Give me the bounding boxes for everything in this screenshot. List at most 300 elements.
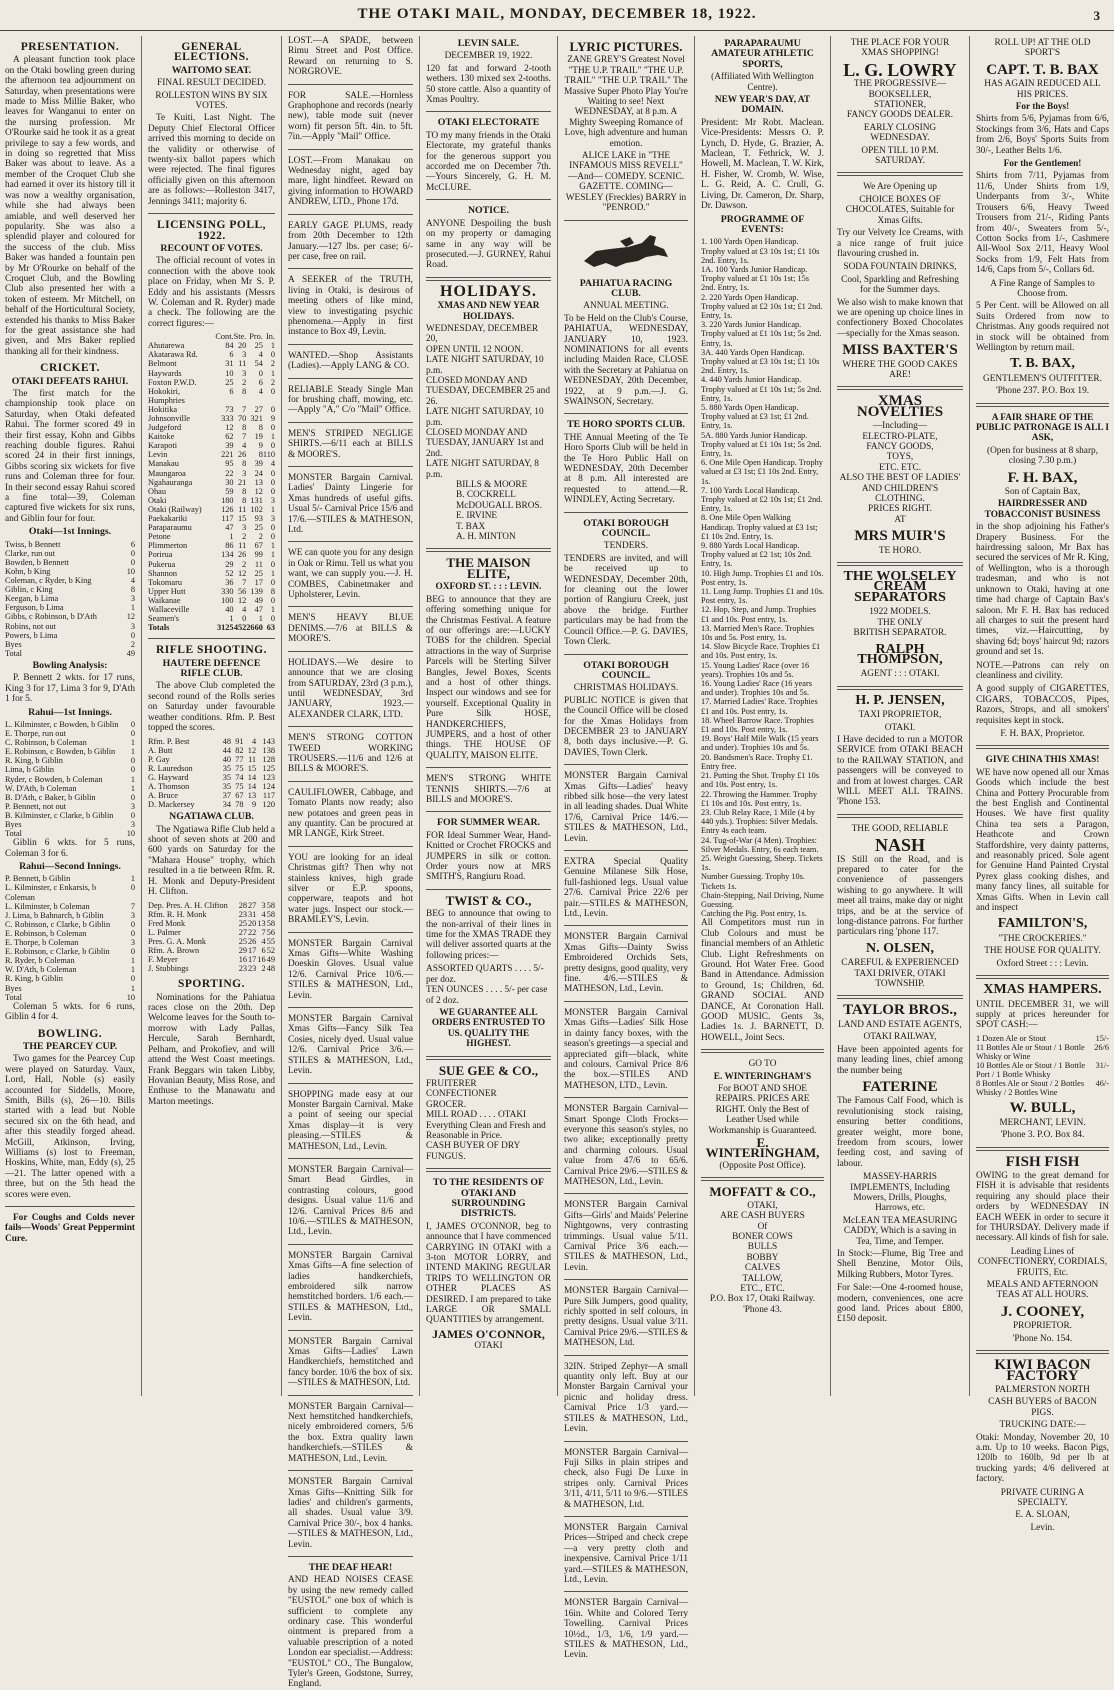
innings-row	[5, 920, 135, 929]
final-result-heading: FINAL RESULT DECIDED.	[157, 78, 266, 89]
column-8	[971, 36, 1114, 1533]
familton-name: FAMILTON'S,	[997, 916, 1088, 932]
licensing-row-cell: 7	[242, 432, 247, 442]
innings-row-cell: P. Bennett, b Giblin	[5, 874, 71, 884]
divider	[426, 111, 551, 112]
bowling-analysis-3: Coleman 5 wkts. for 6 runs, Giblin 4 for 4.	[5, 1001, 135, 1023]
kiwi-date: TRUCKING DATE:—	[999, 1420, 1086, 1431]
hamper-row-cell: 10 Bottles Ale or Stout / 1 Bottle Port / 1 Bottle Whisky	[976, 1061, 1086, 1080]
divider	[564, 1193, 688, 1194]
velvet-text: Try our Velvety Ice Creams, with a nice range of fruit juice flavouring crushed in.	[837, 228, 963, 259]
novelty-line: TOYS,	[886, 452, 914, 463]
ngatiawa-heading: NGATIAWA CLUB.	[169, 811, 254, 823]
licensing-row	[148, 487, 275, 496]
divider	[564, 1441, 688, 1442]
licensing-row-cell: 30	[225, 477, 234, 487]
hamper-row-cell: 31/-	[1095, 1061, 1109, 1070]
licensing-row-cell: 86	[225, 541, 234, 551]
bax-name: CAPT. T. B. BAX	[986, 61, 1099, 78]
ngatiawa-row-cell: 58	[266, 918, 275, 928]
divider	[564, 764, 688, 765]
kiwi-town: Levin.	[1030, 1522, 1055, 1533]
in-stock-text: In Stock:—Flume, Big Tree and Shell Benzine, Motor Oils, Milking Rubbers, Motor Tyres.	[837, 1249, 963, 1280]
divider	[564, 220, 688, 221]
programme-heading: PROGRAMME OF EVENTS:	[720, 213, 805, 235]
innings-row	[5, 984, 135, 993]
innings-row-cell: 6	[130, 539, 135, 549]
suegee-line: FRUITERER	[426, 1078, 477, 1089]
hautere-heading: HAUTERE DEFENCE RIFLE CLUB.	[162, 657, 261, 680]
licensing-row-cell: Ohau	[148, 486, 166, 496]
licensing-row-cell: 21	[237, 477, 247, 487]
licensing-row-cell: 2	[270, 359, 275, 369]
programme-item: 5. 880 Yards Open Handicap. Trophy valued at £3 1st; £1 2nd. Entry, 1s.	[701, 402, 809, 431]
bull-sub: MERCHANT, LEVIN.	[999, 1117, 1086, 1128]
ngatiawa-row-cell: 17	[248, 955, 257, 965]
wolseley-line: BRITISH SEPARATOR.	[853, 628, 947, 639]
moffatt-line: Of	[757, 1221, 768, 1232]
fh-bax-name: F. H. BAX,	[1007, 469, 1078, 486]
licensing-row-cell: 134	[221, 550, 234, 560]
bax2-phone: 'Phone 237. P.O. Box 19.	[995, 386, 1090, 397]
suegee-line: MILL ROAD . . . . OTAKI	[426, 1110, 527, 1121]
maison-text: BEG to announce that they are offering something unique for the Christmas Festival. A feature of our offerings are:—LUCKY TOBS for the children. Special attractions in the way of Surprise Parcels will be Sterling Silver Bangles, Jewel Boxes, Scents and a host of other things. Inspect our windows and see for yourself. Exceptional Quality in Pure Silk HOSE, HANDKERCHIEFS, JUMPERS, and a host of other things. THE HOUSE OF QUALITY, MAISON ELITE.	[426, 594, 551, 761]
licensing-row-cell: 56	[237, 586, 247, 596]
carnival-ad: MONSTER Bargain Carnival Xmas Gifts—Fancy Silk Tea Cosies, nicely dyed. Usual value 12/6. Carnival Price 3/6.—STILES & MATHESON, Ltd., Levin.	[288, 1014, 413, 1077]
rolleston-heading: ROLLESTON WINS BY SIX VOTES.	[155, 90, 268, 112]
rifle-row-cell: 138	[262, 745, 275, 755]
innings-row-cell: C. Robinson, b Coleman	[5, 738, 87, 748]
bax-boys-text: Shirts from 5/6, Pyjamas from 6/6, Stockings from 3/6, Hats and Caps from 2/6, Boys' Sports Suits from 30/-, Leather Belts 1/6.	[976, 114, 1109, 156]
racehorse-icon	[576, 227, 676, 273]
bowling-analysis-2: Giblin 6 wkts. for 5 runs, Coleman 3 for 6.	[5, 838, 135, 859]
licensing-row-cell: Manakau	[148, 459, 179, 469]
licensing-row-cell: 12	[254, 486, 263, 496]
innings-row	[5, 874, 135, 883]
column-5	[559, 36, 693, 1661]
divider	[288, 84, 413, 85]
fair-share-sub: (Open for business at 8 sharp, closing 7.30 p.m.)	[986, 445, 1099, 467]
rifle-row-cell: 123	[262, 772, 275, 782]
innings-row-cell: Byes	[5, 819, 22, 829]
licensing-row-cell: 4	[242, 604, 247, 614]
taylor-town: OTAKI RAILWAY,	[863, 1032, 937, 1043]
athletic-officers: President: Mr Robt. Maclean. Vice-Presidents: Messrs O. P. Lynch, D. Hyde, G. Brazier, A. Maclean, T. Fethrick, W. J. Howell, M. Maclean, T. W. Kirk, H. Fisher, W. Cromb, W. Wise, L. G. Reid, A. C. Crull, G. Living, Dr. Cameron, Dr. Sharp, Dr. Dawson.	[701, 117, 824, 212]
moffatt-line: OTAKI,	[747, 1200, 778, 1211]
licensing-row-cell: 9	[258, 441, 263, 451]
licensing-row-cell: 39	[254, 459, 263, 469]
carnival-ad: EXTRA Special Quality Genuine Milanese Silk Hose, full-fashioned legs. Usual value 27/6. Carnival Price 22/6 per pair.—STILES & MATHESON, Ltd., Levin.	[564, 857, 688, 920]
divider	[426, 548, 551, 552]
kiwi-private: PRIVATE CURING A SPECIALTY.	[1000, 1487, 1085, 1508]
licensing-row-cell: 6	[229, 350, 234, 360]
ngatiawa-row-cell: 16	[257, 955, 266, 965]
moffatt-line: ARE CASH BUYERS	[720, 1211, 805, 1222]
licensing-row-cell: 2	[270, 377, 275, 387]
ngatiawa-row-cell: 4	[261, 936, 266, 946]
divider	[976, 1147, 1109, 1151]
ngatiawa-row-cell: 28	[238, 900, 247, 910]
holidays-heading: HOLIDAYS.	[440, 282, 537, 300]
ngatiawa-row-cell: 22	[248, 927, 257, 937]
licensing-col-header: Pro.	[249, 332, 263, 342]
programme-item: 3. 220 Yards Junior Handicap. Trophy valued at £1 10s 1st; 5s 2nd. Entry, 1s.	[701, 320, 822, 348]
innings-row-cell: 0	[130, 974, 135, 984]
rifle-row-cell: 124	[262, 781, 275, 791]
licensing-row-cell: Pukerua	[148, 559, 176, 569]
licensing-row	[148, 378, 275, 387]
ngatiawa-row-cell: 23	[238, 964, 247, 974]
summer-heading: FOR SUMMER WEAR.	[437, 817, 540, 829]
bax2-sub: GENTLEMEN'S OUTFITTER.	[983, 373, 1102, 384]
licensing-article: The official recount of votes in connection with the above took place on Friday, when Mr S. P. Eddy and his assistants (Messrs W. Coleman and R. Ryder) made a check. The following are the correct figures:—	[148, 256, 275, 329]
holiday-signatory: B. COCKRELL	[456, 490, 516, 501]
programme-list	[701, 237, 824, 918]
ngatiawa-row	[148, 946, 275, 955]
faterine-heading: FATERINE	[862, 1078, 938, 1095]
tea-caddy-text: McLEAN TEA MEASURING CADDY, Which is a saving in Tea, Time, and Temper.	[842, 1215, 958, 1247]
carnival-ad: MONSTER Bargain Carnival—16in. White and Colored Terry Towelling. Carnival Prices 10½d., 1/3, 1/6, 1/9 yard.—STILES & MATHESON, Ltd., Levin.	[564, 1598, 688, 1661]
licensing-row-cell: Levin	[148, 450, 168, 460]
licensing-row-cell: 4	[270, 459, 275, 469]
truth-seeker-ad: A SEEKER of the TRUTH, living in Otaki, is desirous of meeting others of like mind, view to investigating psychic phenomena.—Apply in first instance to Box 49, Levin.	[288, 275, 413, 338]
innings-row	[5, 747, 135, 756]
innings-row-cell: 0	[130, 548, 135, 558]
innings-row-cell: 1	[130, 774, 135, 784]
suegee-heading: SUE GEE & CO.,	[438, 1062, 539, 1078]
innings-row-cell: Gibbs, c Robinson, b D'Ath	[5, 612, 97, 622]
novelty-line: PRICES RIGHT.	[868, 504, 932, 515]
fh-bax-sub: Son of Captain Bax,	[1004, 487, 1081, 498]
hamper-row	[976, 1079, 1109, 1097]
soda-text: Cool, Sparkling and Refreshing for the Summer days.	[841, 274, 959, 296]
ngatiawa-row-cell: 26	[248, 936, 257, 946]
lyric-heading: LYRIC PICTURES.	[569, 39, 683, 54]
licensing-row-cell: 330	[221, 586, 234, 596]
divider	[976, 975, 1109, 979]
hamper-row-cell: 1 Dozen Ale or Stout	[976, 1033, 1047, 1043]
licensing-row-cell: 3	[242, 350, 247, 360]
sports-text: THE Annual Meeting of the Te Horo Sports Club will be held in the Te Horo Public Hall on WEDNESDAY, 20th December at 8 p.m. All interested are requested to attend.—R. WINDLEY, Acting Secretary.	[564, 432, 688, 506]
innings-row-cell: Powers, b Lima	[5, 630, 58, 640]
divider	[288, 344, 413, 345]
licensing-row-cell: Porirua	[148, 550, 173, 560]
innings-row-cell: L. Kilminster, c Enkarsis, b Coleman	[5, 883, 97, 902]
column-rule	[830, 36, 831, 1396]
china-text: WE have now opened all our Xmas Goods which include the best China and Pottery Procurable from the best English and Continental Houses. We have first quality China tea sets a Paragon, Heathcote and Crown Staffordshire, very dainty patterns, and reasonably priced. Sole agent for Genuine Hand Painted Crystal Pyrex glass cooking dishes, and many fancy lines, all suitable for Xmas Gifts. When in Levin call and inspect	[976, 767, 1109, 914]
hamper-row-cell: 8 Bottles Ale or Stout / 2 Bottles Whisky / 2 Bottles Wine	[976, 1079, 1085, 1098]
carnival-ad: MONSTER Bargain Carnival Gifts—Girls' and Maids' Pelerine Nightgowns, very contrasting trimmings. Usual value 5/11. Carnival Price 3/6 each.—STILES & MATHESON, Ltd., Levin.	[564, 1200, 688, 1273]
presentation-article: A pleasant function took place on the Otaki bowling green during the afternoon tea adjournment on Saturday, when presentations were made to Miss Millie Baker, who leaves for Wanganui to enter on the nursing profession. Mr O'Rourke said he took it as a great privilege to say a few words, and in doing so regretted that Miss Baker was about to leave. As a member of the Croquet Club she had earned it over its history till it was now a wealthy organisation, while she had always been amiable, and well deserved her popularity. She was also a splendid player and coloured for the success of the club. Miss Baker was handed a fountain pen by Mr O'Rourke on behalf of the Croquet Club, and the Bowling Club also presented her with a token of esteem. Mr Mitchell, on behalf of the Horticultural Society, extended his thanks to Miss Baker for the great assistance she had given, and Mrs Baker replied thanking all for their kindness.	[5, 55, 135, 357]
divider	[288, 726, 413, 727]
bax-suits-text: 5 Per Cent. will be Allowed on all Suits Ordered from now to Christmas. Any goods required not in stock will be obtained from Wellington by return mail.	[976, 301, 1109, 353]
programme-item: 25. Weight Guessing, Sheep. Tickets 1s.	[701, 853, 823, 873]
ralph-agent: AGENT : : : OTAKI.	[860, 669, 940, 680]
licensing-row-cell: 49	[254, 595, 263, 605]
divider	[426, 767, 551, 768]
carnival-ad: MONSTER Bargain Carnival—Pure Silk Jumpers, good quality, richly spotted in self colours, in pretty designs. Usual value 3/11. Carnival Price 29/6.—STILES & MATHESON, Ltd.	[564, 1286, 688, 1349]
innings-row	[5, 640, 135, 649]
rifle-row-cell: 13	[247, 791, 257, 801]
divider	[426, 811, 551, 812]
ralph-name: RALPH THOMPSON,	[857, 641, 943, 667]
innings-row-cell: 10	[126, 566, 135, 576]
rifle-row	[148, 773, 275, 782]
licensing-row	[148, 450, 275, 459]
innings-row-cell: Ferguson, b Lima	[5, 603, 64, 613]
twist-heading: TWIST & CO.,	[445, 892, 532, 908]
innings-row-cell: 0	[130, 719, 135, 729]
rifle-row-cell: G. Hayward	[148, 772, 189, 782]
carnival-ad: MONSTER Bargain Carnival Xmas Gifts—Ladies' Lawn Handkerchiefs, hemstitched and fancy border. 10/6 the box of six.—STILES & MATHESON, Ltd.	[288, 1336, 413, 1389]
holiday-line: LATE NIGHT SATURDAY, 8 p.m.	[426, 459, 539, 480]
innings-row-cell: Keegan, b Lima	[5, 594, 59, 604]
divider	[288, 378, 413, 379]
ngatiawa-row-cell: 7	[261, 927, 266, 937]
rifle-row	[148, 737, 275, 746]
licensing-total-cell: 63	[266, 623, 275, 633]
moffatt-line: ETC., ETC.	[740, 1283, 785, 1294]
twist-text: BEG to announce that owing to the non-arrival of their lines in time for the XMAS TRADE they will deliver assorted quarts at the following prices:—	[426, 909, 551, 961]
wint-heading: E. WINTERINGHAM'S	[713, 1071, 812, 1082]
divider	[976, 745, 1109, 749]
sporting-article: Nominations for the Pahiatua races close on the 20th. Dep Welcome leaves for the South to-morrow with Lady Pallas, Hercule, Sarah Bernhardt, Pelham, and Prokofiev, and will attend the West Coast meetings. Frank Beggars win taken Libby, Hovanian Beauty, Miss Rose, and Enthuse to the Manawatu and Marton meetings.	[148, 992, 275, 1107]
rifle-row-cell: 125	[262, 763, 275, 773]
faterine-text: The Famous Calf Food, which is revolutionising stock raising, ensuring better conditions, greater weight, more bone, freedom from scours, lower feeding cost, and saving of labour.	[837, 1096, 963, 1169]
athletic-footer: All Competitors must run in Club Colours and must be financial members of an Athletic Club. Light Refreshments on Ground. Hot Water Free. Good Band in Attendance. Admission to Ground, 1s; Children, 6d. GRAND SOCIAL AND DANCE, At Coronation Hall. GOOD MUSIC. Gents 3s, Ladies 1s. J. BARNETT, D. HOWELL, Joint Secs.	[701, 918, 824, 1043]
innings-row-cell: B. Kilminster, c Clarke, b Giblin	[5, 810, 114, 820]
rifle-heading: RIFLE SHOOTING.	[155, 644, 268, 657]
licensing-row-cell: 321	[250, 414, 263, 423]
cricket-heading: CRICKET.	[40, 362, 100, 375]
licensing-row-cell: Belmont	[148, 359, 177, 369]
innings-row-cell: 12	[126, 612, 135, 622]
innings-row-cell: P. Bennett, not out	[5, 801, 67, 811]
licensing-row-cell: 0	[258, 368, 263, 378]
innings-row	[5, 974, 135, 983]
bowling-analysis: P. Bennett 2 wkts. for 17 runs, King 3 for 17, Lima 3 for 9, D'Ath 1 for 5.	[5, 673, 135, 705]
licensing-row-cell: 29	[225, 559, 234, 569]
innings-row-cell: L. Kilminster, b Coleman	[5, 901, 90, 911]
licensing-row-cell: 67	[254, 541, 263, 551]
innings-row-cell: 3	[130, 910, 135, 920]
kiwi-sub: PALMERSTON NORTH	[995, 1384, 1090, 1395]
licensing-row-cell: 20	[237, 341, 247, 351]
programme-item: 14. Slow Bicycle Race. Trophies £1 and 10s. Post entry, 1s.	[701, 642, 821, 661]
council2-heading: OTAKI BOROUGH COUNCIL.	[583, 659, 669, 681]
licensing-row	[148, 414, 275, 423]
lost-spade-ad: LOST.—A SPADE, between Rimu Street and Post Office. Reward on returning to S. NORGROVE.	[288, 36, 413, 78]
carnival-ad: MONSTER Bargain Carnival—Fuji Silks in plain stripes and check, also Fugi De Luxe in stripes only. Carnival Prices 3/11, 4/11, 5/11 to 9/6.—STILES & MATHESON, Ltd.	[564, 1447, 688, 1510]
hamper-row-cell: 11 Bottles Ale or Stout / 1 Bottle Whisky or Wine	[976, 1042, 1085, 1061]
innings-row-cell: E. Thorpe, b Coleman	[5, 938, 79, 948]
licensing-row-cell: 1	[270, 568, 275, 578]
licensing-row-cell: 73	[225, 404, 234, 414]
cabinetmaker-ad: WE can quote you for any design in Oak or Rimu. Tell us what you want, we can supply you.—J. H. COMBES, Cabinetmaker and Upholsterer, Levin.	[288, 548, 413, 601]
innings-row-cell: B. D'Ath, c Baker, b Giblin	[5, 792, 96, 802]
programme-item: 5A. 880 Yards Junior Handicap. Trophy valued at £1 10s 1st; 5s 2nd. Entry, 1s.	[701, 430, 822, 458]
novelty-line: —Including—	[872, 421, 928, 432]
holiday-line: LATE NIGHT SATURDAY, 10 p.m.	[426, 407, 544, 428]
carnival-ad: MONSTER Bargain Carnival. Ladies' Dainty Lingerie for Xmas hundreds of useful gifts. Usual 5/- Carnival Price 15/6 and 17/6.—STILES & MATHESON, Ltd.	[288, 473, 413, 536]
wint-name: E. WINTERINGHAM,	[705, 1135, 820, 1161]
holiday-signatory: A. H. MINTON	[456, 532, 516, 543]
innings-row-cell: R. Ryder, b Coleman	[5, 956, 75, 966]
taylor-sub: LAND AND ESTATE AGENTS,	[838, 1019, 962, 1030]
carnival-ad: MONSTER Bargain Carnival Prices—Striped and check crepe—a very pretty cloth and inexpensive. Carnival Price 1/11 yard.—STILES & MATHESON, Ltd., Levin.	[564, 1522, 688, 1585]
rifle-row-cell: A. Bruce	[148, 791, 178, 801]
holiday-line: WEDNESDAY, DECEMBER 20,	[426, 323, 539, 345]
licensing-row-cell: 0	[270, 386, 275, 396]
programme-item: 24. Tug-of-War (4 Men). Trophies: Silver Medals. Entry, 6s each team.	[701, 835, 819, 854]
innings-row	[5, 729, 135, 738]
licensing-row-cell: Johnsonville	[148, 414, 190, 423]
ngatiawa-row-cell: 25	[238, 936, 247, 946]
athletic-affiliation: (Affiliated With Wellington Centre).	[711, 72, 814, 93]
ngatiawa-row-cell: Pres. G. A. Monk	[148, 936, 207, 946]
programme-item: 2. 220 Yards Open Handicap. Trophy valued at £2 10s 1st; £1 2nd. Entry, 1s.	[701, 292, 823, 320]
innings-row-cell: Bowden, b Bennett	[5, 557, 69, 567]
programme-item: 8. One Mile Open Walking Handicap. Trophy valued at £3 1st; £1 10s 2nd. Entry, 1s.	[701, 513, 818, 541]
divider	[288, 1007, 413, 1008]
rifle-row-cell: 37	[222, 791, 231, 801]
divider	[426, 277, 551, 281]
lowry-details	[837, 79, 963, 121]
licensing-row	[148, 505, 275, 514]
ngatiawa-row	[148, 964, 275, 973]
carnival-ad: MONSTER Bargain Carnival—Smart Bead Girdles, in contrasting colours, good designs. Usual value 11/6 and 12/6. Carnival Prices 8/6 and 10/6.—STILES & MATHESON, Ltd., Levin.	[288, 1164, 413, 1238]
licensing-row-cell: Otaki (Railway)	[148, 504, 202, 514]
licensing-row-cell: Paekakariki	[148, 514, 188, 524]
licensing-row-cell: 0	[242, 614, 247, 624]
carnival-ad: MONSTER Bargain Carnival Xmas Gifts—Ladies' Silk Hose in dainty fancy boxes, with the season's greetings—a special and appreciated gift—black, white and colours. Carnival Price 8/6 the box.—STILES AND MATHESON, LTD., Levin.	[564, 1007, 688, 1091]
rifle-row-cell: 128	[262, 754, 275, 764]
divider	[148, 213, 275, 214]
carnival-ad: SHOPPING made easy at our Monster Bargain Carnival. Make a point of seeing our special Xmas display—it is very pleasing.—STILES & MATHESON, Ltd., Levin.	[288, 1089, 413, 1152]
divider	[564, 1279, 688, 1280]
divider	[564, 512, 688, 513]
licensing-row-cell: 0	[270, 423, 275, 433]
levin-sale-text: 120 fat and forward 2-tooth wethers. 130 mixed sex 2-tooths. 50 store cattle. Also a quantity of Xmas Poultry.	[426, 63, 551, 106]
oconnor-town: OTAKI	[474, 1341, 503, 1352]
ngatiawa-row-cell: Fred Monk	[148, 918, 186, 928]
licensing-row-cell: Judgeford	[148, 423, 182, 433]
lyric-text: ZANE GREY'S Greatest Novel "THE U.P. TRAIL" "THE U.P. TRAIL" "THE U.P. TRAIL" The Massive Super Photo Play You're Waiting to see! Next WEDNESDAY, at 8 p.m. A Mighty Sweeping Romance of Love, high adventure and human emotion.	[564, 55, 688, 149]
elections-article: Te Kuiti, Last Night. The Deputy Chief Electoral Officer arrived this morning to decide on the validity or otherwise of twenty-six ballot papers which were rejected. The final figures officially given on this afternoon are as follows:—Rolleston 3417, Jennings 3411; majority 6.	[148, 113, 275, 207]
divider	[288, 1556, 413, 1557]
divider	[564, 1591, 688, 1592]
innings-row	[5, 612, 135, 621]
licensing-row-cell: 100	[221, 595, 234, 605]
rifle-row-cell: 9	[251, 800, 257, 810]
oconnor-signature: JAMES O'CONNOR,	[432, 1326, 545, 1341]
divider	[426, 199, 551, 200]
licensing-row-cell: 0	[270, 468, 275, 478]
licensing-row-cell: 95	[225, 459, 234, 469]
divider	[976, 1350, 1109, 1354]
licensing-row-cell: Waikanae	[148, 595, 181, 605]
licensing-row-cell: 93	[254, 514, 263, 524]
divider	[564, 1516, 688, 1517]
ngatiawa-row	[148, 910, 275, 919]
pearcey-cup-heading: THE PEARCEY CUP.	[22, 1040, 118, 1052]
innings-row	[5, 540, 135, 549]
suegee-line: GROCER.	[426, 1099, 467, 1110]
roll-up-top: ROLL UP! AT THE OLD SPORT'S	[994, 38, 1091, 59]
licensing-row	[148, 459, 275, 468]
rifle-row-cell: R. Lauredson	[148, 763, 193, 773]
licensing-row-cell: 99	[254, 550, 263, 560]
olsen-name: N. OLSEN,	[865, 940, 935, 956]
licensing-row	[148, 369, 275, 378]
house-quality: THE HOUSE FOR QUALITY.	[984, 946, 1101, 957]
rifle-row-cell: Rfm. P. Best	[148, 736, 190, 746]
rifle-row	[148, 746, 275, 755]
suegee-line: Everything Clean and Fresh and Reasonable in Price.	[426, 1120, 546, 1141]
fair-share-heading: A FAIR SHARE OF THE PUBLIC PATRONAGE IS ALL I ASK,	[976, 412, 1109, 444]
licensing-row-cell: 131	[250, 495, 263, 505]
rahui-second-innings-table	[5, 874, 135, 1001]
ngatiawa-row-cell: 23	[238, 909, 247, 919]
programme-item: 6. One Mile Open Handicap. Trophy valued at £3 1st; £1 10s 2nd. Entry, 1s.	[701, 458, 823, 486]
divider	[701, 1049, 824, 1053]
column-rule	[419, 36, 420, 1396]
ngatiawa-row-cell: 20	[248, 918, 257, 928]
hampers-heading: XMAS HAMPERS.	[983, 982, 1102, 998]
rifle-row-cell: 12	[247, 745, 257, 755]
rifle-row-cell: 78	[235, 800, 244, 810]
fh-bax-trade: HAIRDRESSER AND TOBACCONIST BUSINESS	[984, 499, 1101, 520]
licensing-row-cell: 8	[270, 586, 275, 596]
innings-row-cell: Total	[5, 648, 22, 658]
divider	[148, 638, 275, 639]
christmas-gift-ad: YOU are looking for an ideal Christmas gift? Then why not stainless knives, high grade silver or E.P. spoons, copperware, teapots and hot water jugs. Inspect our stock.—BRAMLEY'S, Levin.	[288, 852, 413, 926]
innings-row	[5, 558, 135, 567]
fish-lines: Leading Lines of CONFECTIONERY, CORDIALS, FRUITS, Etc.	[977, 1246, 1108, 1278]
waitomo-heading: WAITOMO SEAT.	[171, 64, 252, 76]
rifle-row	[148, 800, 275, 809]
innings-row-cell: Ryder, c Bowden, b Coleman	[5, 774, 103, 784]
licensing-row-cell: 4	[258, 386, 263, 396]
denims-ad: MEN'S HEAVY BLUE DENIMS.—7/6 at BILLS & MOORE'S.	[288, 613, 413, 645]
licensing-row-cell: 1	[229, 614, 234, 624]
divider	[426, 1168, 551, 1172]
innings-row-cell: W. D'Ath, b Coleman	[5, 783, 77, 793]
carnival-ad: MONSTER Bargain Carnival Xmas Gifts—Dainty Swiss Embroidered Orchids Sets, pretty designs, good quality, very fine. 4/6.—STILES & MATHESON, Ltd., Levin.	[564, 932, 688, 995]
rifle-row-cell: 120	[262, 800, 275, 810]
rifle-row-cell: 143	[262, 736, 275, 746]
divider	[837, 995, 963, 999]
ngatiawa-row	[148, 928, 275, 937]
divider	[288, 149, 413, 150]
column-3	[283, 36, 418, 1690]
licensing-row-cell: 8	[258, 450, 263, 460]
otaki-innings-table	[5, 540, 135, 658]
rifle-row-cell: 40	[222, 754, 231, 764]
masthead: THE OTAKI MAIL, MONDAY, DECEMBER 18, 1922.	[0, 6, 1114, 31]
innings-row-cell: Clarke, run out	[5, 548, 56, 558]
licensing-row-cell: 1	[270, 550, 275, 560]
wolseley-line: THE ONLY	[877, 617, 923, 628]
divider	[837, 686, 963, 690]
licensing-row-cell: 0	[270, 486, 275, 496]
licensing-row-cell: 19	[254, 432, 263, 442]
ngatiawa-row	[148, 955, 275, 964]
hamper-row	[976, 1034, 1109, 1043]
rifle-row-cell: 14	[247, 781, 257, 791]
licensing-row-cell: 47	[254, 604, 263, 614]
licensing-total-cell: 452	[233, 623, 247, 633]
